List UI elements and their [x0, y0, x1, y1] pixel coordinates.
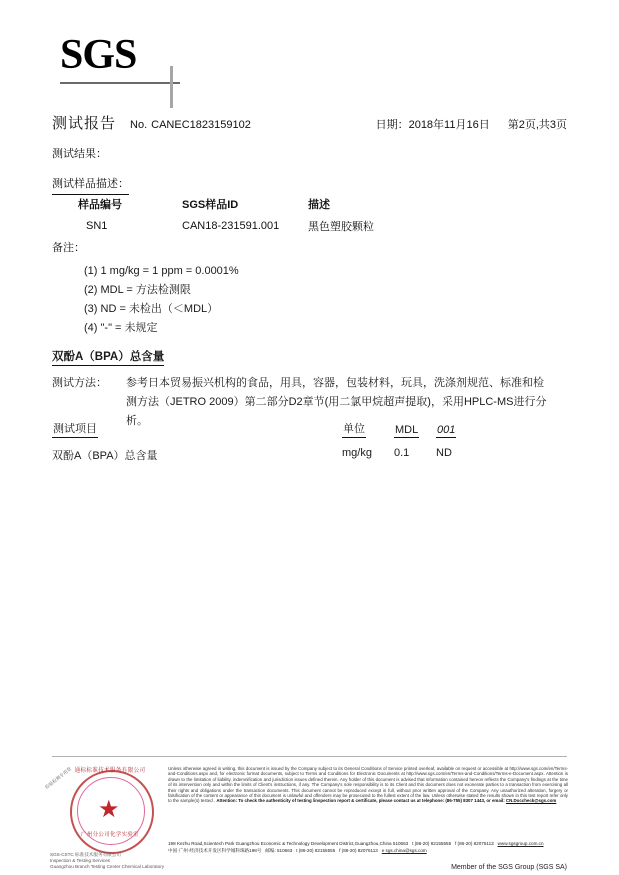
authenticity-notice: [216, 798, 556, 803]
logo-vertical-bar: [170, 66, 173, 108]
remarks-label: 备注：: [52, 242, 85, 254]
address-cn-zip: 邮编: 510663: [265, 848, 293, 853]
table-row: [52, 441, 502, 463]
sample-description-label: [52, 176, 129, 195]
section-title-bpa: [52, 348, 164, 366]
report-date: 2018年11月16日: [408, 119, 490, 131]
col-description: 描述: [308, 199, 330, 211]
col-sgs-sample-id: SGS样品ID: [182, 199, 239, 211]
col-sample-001: 001: [437, 424, 456, 436]
results-table: [52, 420, 502, 463]
table-row: [78, 216, 392, 236]
seal-top-text: 通标标准技术服务有限公司: [74, 767, 146, 775]
sample-description-label-text: 测试样品描述：: [52, 176, 129, 195]
cell-unit: mg/kg: [342, 447, 372, 459]
results-label: 测试结果：: [52, 148, 107, 160]
star-icon: ★: [98, 796, 120, 823]
report-date-label: 日期：: [375, 119, 409, 131]
seal-side-line-2: Inspection & Testing Services: [50, 858, 110, 863]
sgs-logo-text: SGS: [60, 32, 137, 78]
logo-underline: [60, 82, 180, 84]
cell-result-001: ND: [436, 447, 452, 459]
col-test-item: 测试项目: [52, 420, 342, 438]
address-en-row: [168, 840, 568, 847]
cell-sample-no: SN1: [86, 220, 108, 232]
seal-side-line-3: Guangzhou Branch Testing Center Chemical Laboratory: [50, 864, 165, 869]
page-indicator: 第2页,共3页: [507, 119, 567, 131]
test-method-label: 测试方法：: [52, 377, 107, 389]
report-date-and-page: [376, 116, 567, 132]
col-sample-no: 样品编号: [78, 199, 122, 211]
seal-rotated-label: 检验检测专用章: [44, 766, 73, 790]
email-label: or email:: [486, 798, 505, 804]
sgs-website-link[interactable]: www.sgsgroup.com.cn: [497, 841, 544, 846]
sgs-china-email-link[interactable]: e sgs.china@sgs.com: [381, 848, 427, 853]
report-header-row: [52, 112, 567, 133]
legal-text: Unless otherwise agreed in writing, this document is issued by the Company subject to its General Conditions of Service printed overleaf, available on request or accessible at http://www.sgs.com/en/Terms-and-Conditions.aspx and, for electronic format documents, subject to Terms and Conditions for Electronic Documents at http://www.sgs.com/en/Terms-and-Conditions/Terms-e-Document.aspx. Attention is drawn to the limitation of liability, indemnification and jurisdiction issues defined therein. Any holder of this document is advised that information contained hereon reflects the Company's findings at the time of its intervention only and within the limits of Client's instructions, if any. The Company's sole responsibility is to its Client and this document does not exonerate parties to a transaction from exercising all their rights and obligations under the transaction documents. This document cannot be reproduced except in full, without prior written approval of the Company. Any unauthorized alteration, forgery or falsification of the content or appearance of this document is unlawful and offenders may be prosecuted to the fullest extent of the law. Unless otherwise stated the results shown in this test report refer only to the sample(s) tested .: [168, 766, 568, 804]
address-cn-fax: f (86-20) 82075113: [339, 848, 378, 853]
results-table-header: [52, 420, 502, 441]
legal-disclaimer: [168, 766, 568, 804]
seal-bottom-text: 广州分公司化学实验室: [80, 832, 139, 838]
address-en-fax: f (86-20) 82075113: [454, 841, 494, 846]
section-title-bpa-text: 双酚A（BPA）总含量: [52, 348, 164, 366]
report-number: CANEC1823159102: [151, 119, 251, 131]
table-header-row: [78, 196, 392, 216]
address-en-tel: t (86-20) 82155555: [412, 841, 452, 846]
cell-description: 黑色塑胶颗粒: [308, 221, 374, 233]
address-cn-tel: t (86-20) 82155555: [296, 848, 336, 853]
list-item: (3) ND = 未检出（＜MDL）: [84, 303, 219, 315]
page-title: 测试报告: [52, 115, 117, 132]
address-en: 198 Kezhu Road,Scientech Park Guangzhou Economic & Technology Development District,Guangzhou,China 510663: [168, 841, 409, 846]
list-item: (4) "-" = 未规定: [84, 322, 158, 334]
col-unit: 单位: [342, 420, 394, 438]
cell-test-item: 双酚A（BPA）总含量: [52, 450, 158, 462]
footer-address: [168, 840, 568, 854]
member-text: Member of the SGS Group (SGS SA): [451, 864, 567, 871]
list-item: (1) 1 mg/kg = 1 ppm = 0.0001%: [84, 265, 239, 277]
address-cn: 中国·广州·经济技术开发区科学城科珠路198号: [168, 848, 262, 853]
remarks-list: [84, 262, 239, 338]
authenticity-notice-text: Attention: To check the authenticity of testing /inspection report & certificate, please contact us at telephone: (86-755) 8307 1443,: [216, 798, 486, 804]
sgs-logo: [60, 32, 180, 88]
seal-side-text: [50, 852, 170, 870]
seal-side-line-1: SGS-CSTC 标准技术服务有限公司: [50, 852, 121, 857]
company-seal: [44, 766, 165, 869]
doccheck-email-link[interactable]: CN.Doccheck@sgs.com: [505, 798, 557, 804]
report-number-label: No.: [130, 119, 148, 131]
col-mdl: MDL: [395, 424, 419, 436]
test-method-text: 参考日本贸易振兴机构的食品，用具，容器，包装材料，玩具，洗涤剂规范、标准和检测方法（JETRO 2009）第二部分D2章节(用二氯甲烷超声提取)，采用HPLC-MS进行分析。: [126, 377, 547, 427]
list-item: (2) MDL = 方法检测限: [84, 284, 191, 296]
sample-description-table: [78, 196, 392, 236]
address-cn-row: [168, 847, 568, 854]
cell-sgs-sample-id: CAN18-231591.001: [182, 220, 280, 232]
cell-mdl: 0.1: [394, 447, 410, 459]
footer-divider: [52, 756, 567, 757]
